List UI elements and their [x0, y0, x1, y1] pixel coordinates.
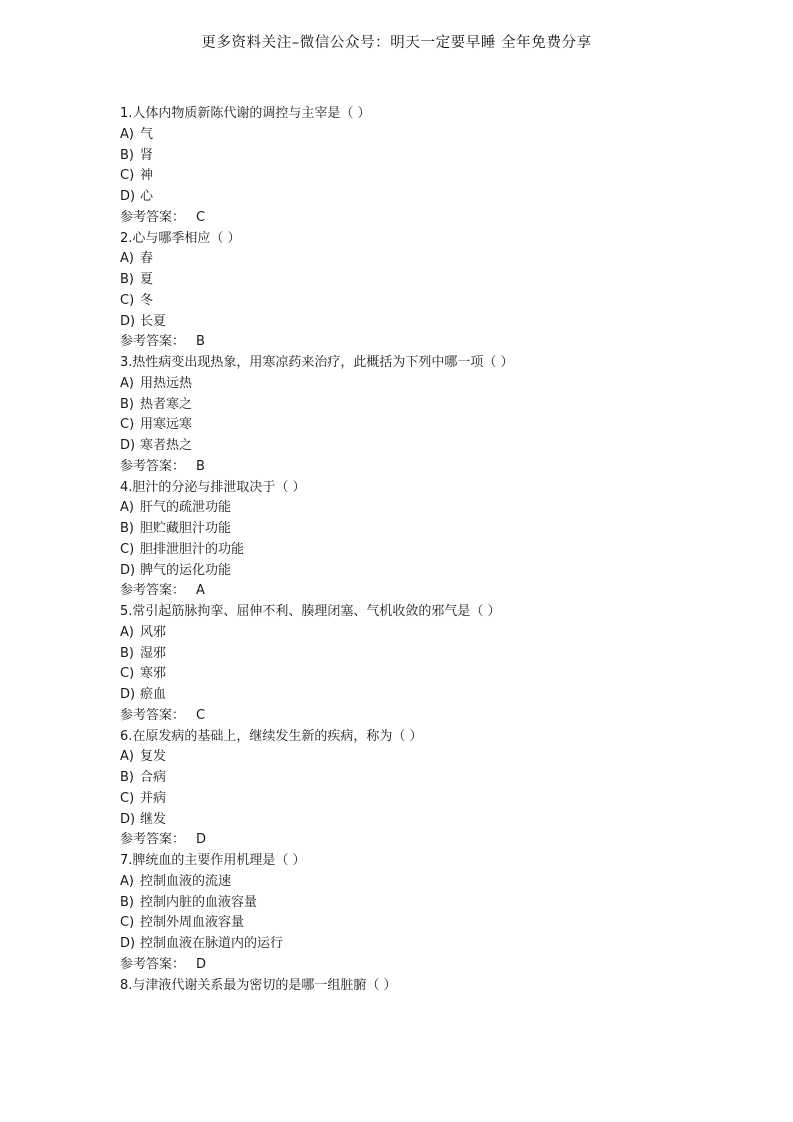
question-stem: 2.心与哪季相应（ ） [120, 230, 241, 246]
answer-label: 参考答案： [120, 707, 186, 723]
question-list [120, 104, 760, 996]
option-letter: A) [120, 500, 134, 516]
option-letter: A) [120, 375, 134, 391]
option-text: 脾气的运化功能 [140, 562, 232, 578]
option-b [120, 768, 760, 789]
option-letter: C) [120, 666, 135, 682]
option-text: 控制外周血液容量 [140, 915, 245, 931]
option-text: 用寒远寒 [140, 417, 193, 433]
option-text: 寒邪 [140, 666, 167, 682]
option-a [120, 374, 760, 395]
option-c [120, 415, 760, 436]
question-stem: 6.在原发病的基础上，继续发生新的疾病，称为（ ） [120, 728, 423, 744]
option-c [120, 913, 760, 934]
option-c [120, 664, 760, 685]
option-letter: D) [120, 189, 136, 204]
option-c [120, 789, 760, 810]
option-text: 控制血液在脉道内的运行 [140, 936, 284, 951]
option-text: 肾 [140, 147, 154, 163]
option-b [120, 893, 760, 914]
option-b [120, 519, 760, 540]
option-text: 湿邪 [140, 645, 167, 661]
option-letter: B) [120, 272, 134, 287]
option-letter: B) [120, 770, 134, 785]
question-stem: 4.胆汁的分泌与排泄取决于（ ） [120, 479, 306, 495]
option-a [120, 249, 760, 270]
answer-label: 参考答案： [120, 956, 186, 972]
option-d [120, 436, 760, 457]
answer-line [120, 332, 760, 353]
option-letter: A) [120, 873, 134, 889]
answer-value: D [196, 956, 207, 972]
answer-value: B [196, 334, 205, 350]
page-header: 更多资料关注–微信公众号：明天一定要早睡 全年免费分享 [201, 35, 592, 51]
option-text: 寒者热之 [140, 438, 193, 453]
option-text: 继发 [140, 811, 167, 827]
option-letter: B) [120, 521, 134, 536]
option-letter: B) [120, 396, 134, 412]
option-text: 夏 [140, 272, 154, 287]
option-text: 用热远热 [140, 375, 193, 391]
option-letter: A) [120, 624, 134, 640]
option-d [120, 561, 760, 582]
option-text: 冬 [140, 292, 154, 308]
option-text: 控制内脏的血液容量 [140, 894, 258, 910]
option-letter: D) [120, 562, 136, 578]
option-b [120, 395, 760, 416]
option-a [120, 498, 760, 519]
option-b [120, 644, 760, 665]
option-text: 长夏 [140, 313, 167, 329]
answer-label: 参考答案： [120, 583, 186, 599]
option-letter: A) [120, 126, 134, 142]
option-text: 并病 [140, 790, 167, 806]
option-a [120, 125, 760, 146]
option-c [120, 291, 760, 312]
option-a [120, 747, 760, 768]
answer-line [120, 955, 760, 976]
answer-line [120, 830, 760, 851]
answer-line [120, 208, 760, 229]
answer-label: 参考答案： [120, 832, 186, 848]
option-a [120, 872, 760, 893]
answer-label: 参考答案： [120, 334, 186, 350]
option-letter: C) [120, 541, 135, 557]
answer-value: D [196, 832, 207, 848]
option-letter: A) [120, 251, 134, 267]
option-text: 控制血液的流速 [140, 873, 232, 889]
option-letter: C) [120, 168, 135, 184]
option-d [120, 187, 760, 208]
option-text: 合病 [140, 770, 167, 785]
option-d [120, 685, 760, 706]
option-b [120, 270, 760, 291]
question-stem: 3.热性病变出现热象，用寒凉药来治疗，此概括为下列中哪一项（ ） [120, 355, 514, 370]
answer-line [120, 706, 760, 727]
option-c [120, 166, 760, 187]
option-text: 瘀血 [140, 687, 167, 702]
option-letter: B) [120, 147, 134, 163]
option-letter: D) [120, 811, 136, 827]
option-d [120, 312, 760, 333]
answer-line [120, 581, 760, 602]
option-text: 复发 [140, 749, 167, 765]
option-letter: C) [120, 915, 135, 931]
option-letter: C) [120, 417, 135, 433]
option-letter: D) [120, 936, 136, 951]
answer-value: C [196, 707, 206, 723]
answer-label: 参考答案： [120, 209, 186, 225]
option-c [120, 540, 760, 561]
answer-value: A [196, 583, 205, 599]
option-letter: D) [120, 687, 136, 702]
answer-value: B [196, 458, 205, 474]
question-stem: 1.人体内物质新陈代谢的调控与主宰是（ ） [120, 106, 371, 121]
option-letter: C) [120, 790, 135, 806]
option-text: 心 [140, 189, 154, 204]
option-text: 春 [140, 251, 154, 267]
option-text: 胆贮藏胆汁功能 [140, 521, 232, 536]
option-letter: A) [120, 749, 134, 765]
option-d [120, 810, 760, 831]
option-letter: D) [120, 313, 136, 329]
option-letter: B) [120, 894, 134, 910]
question-stem: 8.与津液代谢关系最为密切的是哪一组脏腑（ ） [120, 977, 397, 993]
option-d [120, 934, 760, 955]
option-text: 热者寒之 [140, 396, 193, 412]
question-stem: 5.常引起筋脉拘挛、屈伸不利、腠理闭塞、气机收敛的邪气是（ ） [120, 604, 501, 619]
answer-line [120, 457, 760, 478]
option-text: 胆排泄胆汁的功能 [140, 541, 245, 557]
option-text: 肝气的疏泄功能 [140, 500, 232, 516]
option-a [120, 623, 760, 644]
option-text: 风邪 [140, 624, 167, 640]
option-letter: C) [120, 292, 135, 308]
option-text: 气 [140, 126, 154, 142]
answer-value: C [196, 209, 206, 225]
option-b [120, 146, 760, 167]
option-text: 神 [140, 168, 154, 184]
answer-label: 参考答案： [120, 458, 186, 474]
question-stem: 7.脾统血的主要作用机理是（ ） [120, 853, 306, 868]
option-letter: D) [120, 438, 136, 453]
option-letter: B) [120, 645, 134, 661]
